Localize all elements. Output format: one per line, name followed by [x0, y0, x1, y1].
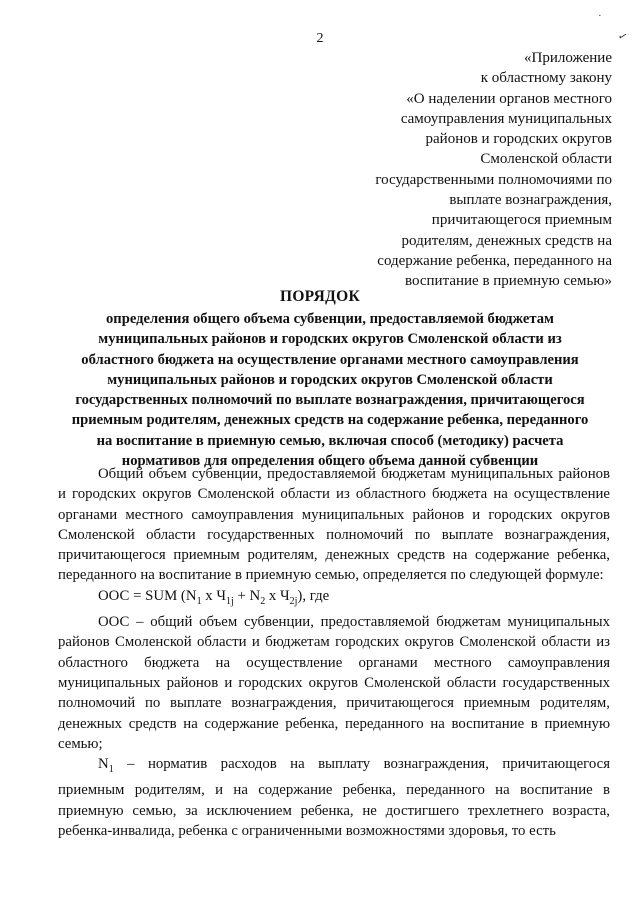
paragraph-ooc-definition: ООС – общий объем субвенции, предоставляемой бюджетам муниципальных районов Смоленской области и бюджетам городских округов Смоленской области из областного бюджета на осуществление органами местного самоуправления муниципальных районов и городских округов Смоленской области государственных полномочий по выплате вознаграждения, причитающегося приемным родителям, денежных средств на содержание ребенка, переданного на воспитание в приемную семью;	[58, 614, 610, 752]
subtitle-line: на воспитание в приемную семью, включая способ (методику) расчета	[96, 432, 564, 449]
appendix-block	[352, 48, 612, 292]
appendix-line: районов и городских округов	[425, 131, 612, 148]
document-body	[58, 464, 610, 841]
appendix-line: родителям, денежных средств на	[401, 232, 612, 249]
subtitle-line: государственных полномочий по выплате вознаграждения, причитающегося	[75, 392, 585, 409]
appendix-line: выплате вознаграждения,	[449, 192, 612, 209]
paragraph-n1-definition: $N_1$ – норматив расходов на выплату вознаграждения, причитающегося приемным родителям, и на содержание ребенка, переданного на воспитание в приемную семью, за исключением ребенка, не достигшего трехлетнего возраста, ребенка-инвалида, ребенка с ограниченными возможностями здоровья, то есть	[58, 756, 610, 839]
subtitle-line: муниципальных районов и городских округов Смоленской области из	[98, 331, 562, 348]
appendix-line: «Приложение	[523, 50, 612, 66]
subtitle-line: нормативов для определения общего объема данной субвенции	[121, 453, 539, 470]
appendix-line: к областному закону	[480, 70, 612, 87]
appendix-line: воспитание в приемную семью»	[405, 273, 612, 290]
document-subtitle	[60, 309, 600, 471]
appendix-line: Смоленской области	[480, 151, 612, 168]
appendix-line: причитающегося приемным	[431, 212, 612, 229]
appendix-line: государственными полномочиями по	[375, 171, 612, 188]
page-number: 2	[316, 31, 324, 46]
appendix-line: содержание ребенка, переданного на	[377, 252, 612, 269]
subtitle-line: областного бюджета на осуществление органами местного самоуправления	[81, 351, 579, 368]
appendix-line: «О наделении органов местного	[406, 90, 612, 107]
document-title: ПОРЯДОК	[279, 288, 361, 305]
appendix-line: самоуправления муниципальных	[400, 110, 612, 127]
paragraph-intro: Общий объем субвенции, предоставляемой бюджетам муниципальных районов и городских округов Смоленской области из областного бюджета на осуществление органами местного самоуправления муниципальных районов и городских округов Смоленской области государственных полномочий по выплате вознаграждения, причитающегося приемным родителям, денежных средств на содержание ребенка, переданного на воспитание в приемную семью, определяется по следующей формуле:	[58, 466, 610, 584]
scan-mark-tick: ✓	[616, 29, 629, 45]
subtitle-line: определения общего объема субвенции, предоставляемой бюджетам	[106, 311, 554, 327]
scan-mark-dot: ·	[598, 10, 602, 22]
subtitle-line: муниципальных районов и городских округов Смоленской области	[107, 371, 553, 388]
subtitle-line: приемным родителям, денежных средств на содержание ребенка, переданного	[71, 412, 589, 429]
formula: ООС = SUM ($N_1$ x $Ч_{1j} + N_2$ x $Ч_{2j}$), где	[98, 587, 330, 607]
